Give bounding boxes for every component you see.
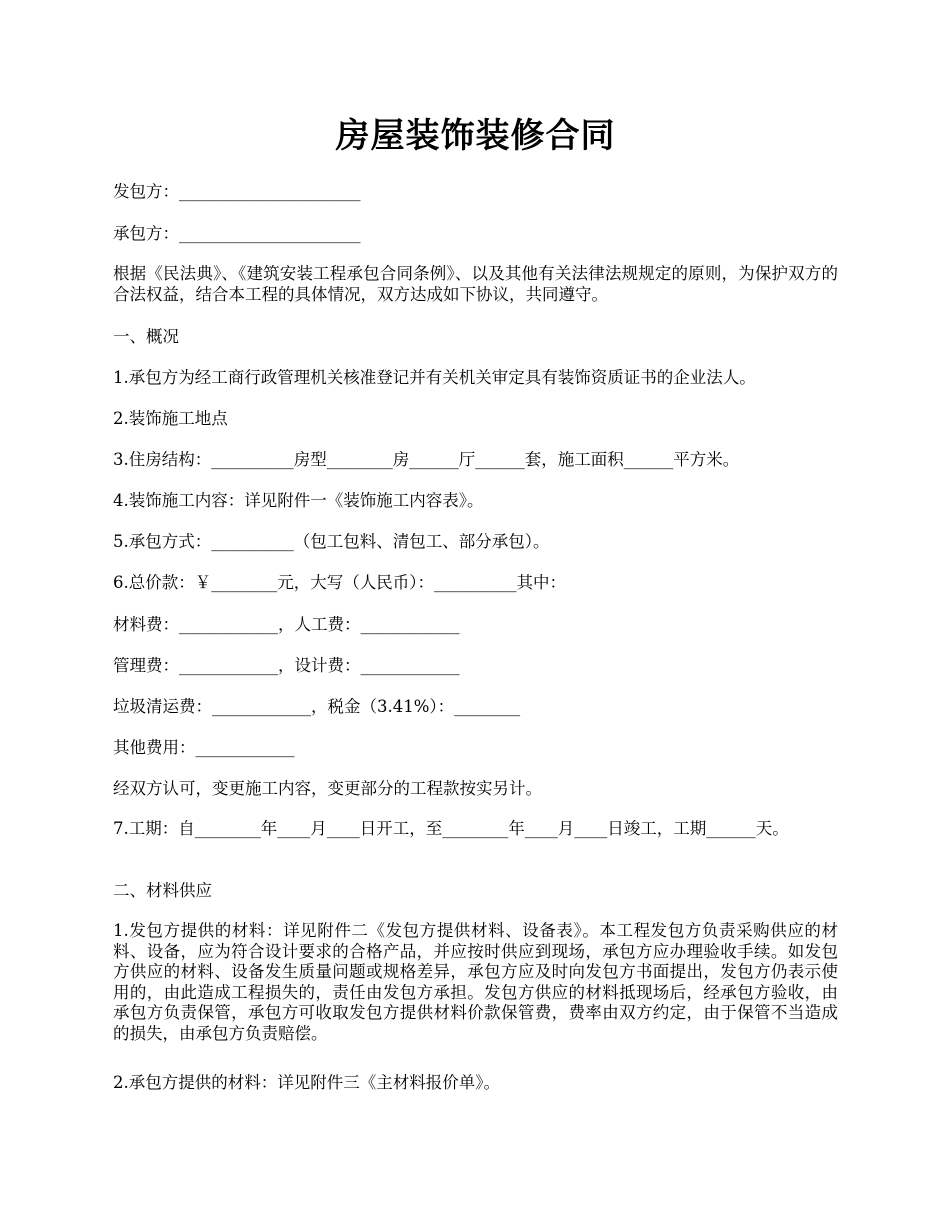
overview-item-4: 4.装饰施工内容：详见附件一《装饰施工内容表》。 [113,491,484,510]
fee-garbage-tax: 垃圾清运费：____________，税金（3.41%）：________ [113,697,521,716]
materials-item-1: 1.发包方提供的材料：详见附件二《发包方提供材料、设备表》。本工程发包方负责采购供应的材料、设备，应为符合设计要求的合格产品，并应按时供应到现场，承包方应办理验收手续。如发包方供应的材料、设备发生质量问题或规格差异，承包方应及时向发包方书面提出，发包方仍表示使用的，由此造成工程损失的，责任由发包方承担。发包方供应的材料抵现场后，经承包方验收，由承包方负责保管，承包方可收取发包方提供材料价款保管费，费率由双方约定，由于保管不当造成的损失，由承包方负责赔偿。 [113,921,838,1043]
fee-materials-labor: 材料费：____________，人工费：____________ [113,615,460,634]
overview-item-6: 6.总价款：￥________元，大写（人民币）：__________其中： [113,573,566,592]
change-note: 经双方认可，变更施工内容，变更部分的工程款按实另计。 [113,779,542,798]
party-b-line: 承包方：______________________ [113,224,361,243]
fee-management-design: 管理费：____________，设计费：____________ [113,656,460,675]
section-heading-overview: 一、概况 [113,327,179,346]
intro-paragraph: 根据《民法典》、《建筑安装工程承包合同条例》、以及其他有关法律法规规定的原则，为保护双方的合法权益，结合本工程的具体情况，双方达成如下协议，共同遵守。 [113,264,838,304]
materials-item-2: 2.承包方提供的材料：详见附件三《主材料报价单》。 [113,1073,500,1092]
overview-item-1: 1.承包方为经工商行政管理机关核准登记并有关机关审定具有装饰资质证书的企业法人。 [113,368,756,387]
overview-item-5: 5.承包方式：__________（包工包料、清包工、部分承包）。 [113,532,550,551]
section-heading-materials: 二、材料供应 [113,881,212,900]
overview-item-3: 3.住房结构：__________房型________房______厅______套，施工面积______平方米。 [113,450,740,469]
overview-item-2: 2.装饰施工地点 [113,409,228,428]
overview-item-7: 7.工期：自________年____月____日开工，至________年____月____日竣工，工期______天。 [113,819,789,838]
fee-other: 其他费用：____________ [113,738,295,757]
document-title: 房屋装饰装修合同 [335,116,616,156]
party-a-line: 发包方：______________________ [113,182,361,201]
